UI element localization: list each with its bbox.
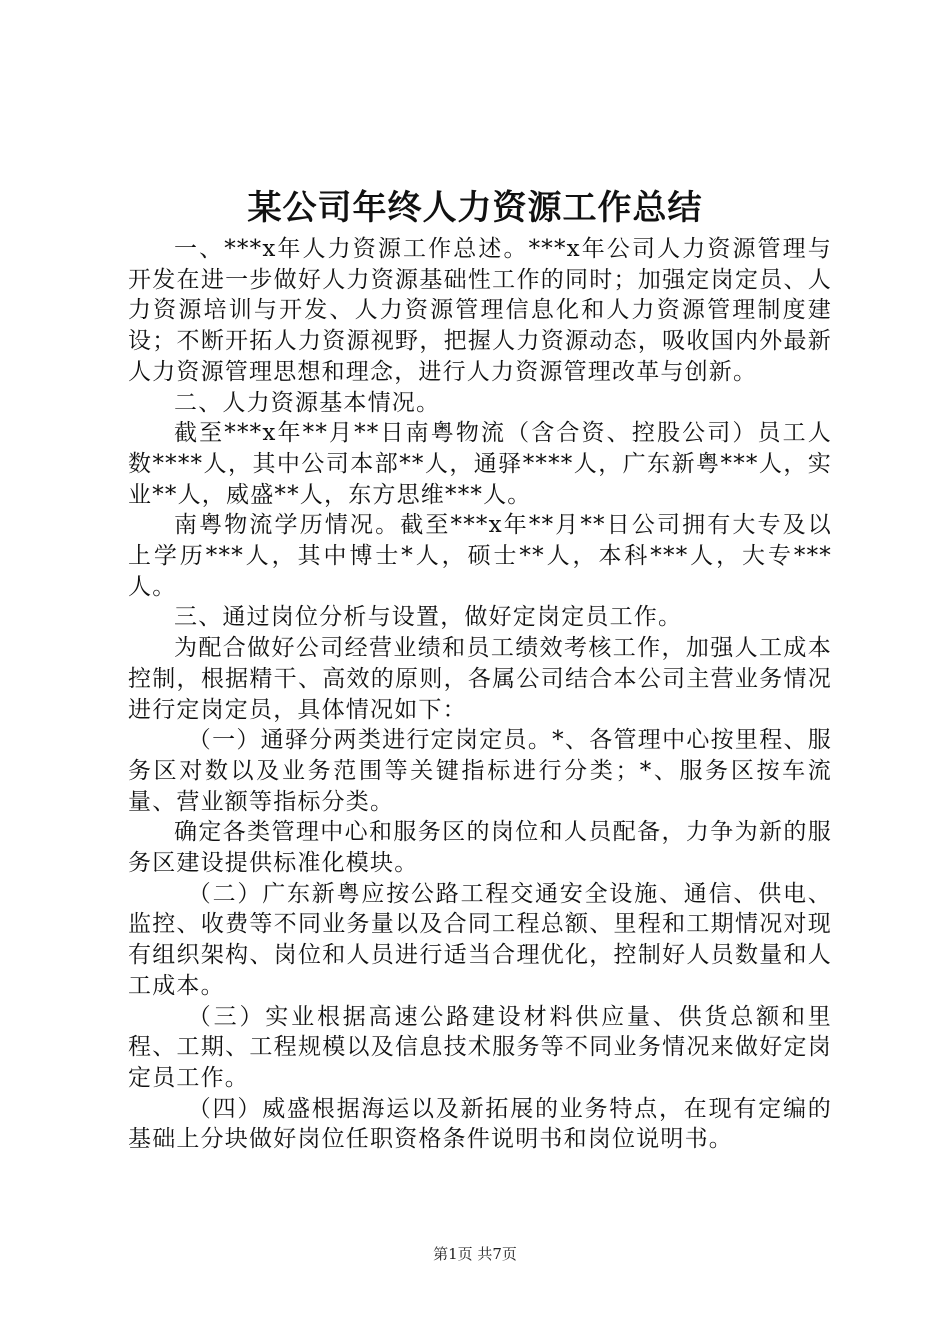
document-title: 某公司年终人力资源工作总结 — [247, 188, 703, 228]
document-body — [128, 234, 832, 1155]
paragraph-item-1: （一）通驿分两类进行定岗定员。*、各管理中心按里程、服务区对数以及业务范围等关键指标进行分类；*、服务区按车流量、营业额等指标分类。 — [128, 727, 832, 815]
paragraph-education: 南粤物流学历情况。截至***x年**月**日公司拥有大专及以上学历***人，其中博士*人，硕士**人，本科***人，大专***人。 — [128, 512, 832, 600]
paragraph-job-analysis-heading: 三、通过岗位分析与设置，做好定岗定员工作。 — [174, 604, 683, 631]
paragraph-hr-overview: 一、***x年人力资源工作总述。***x年公司人力资源管理与开发在进一步做好人力资源基础性工作的同时；加强定岗定员、人力资源培训与开发、人力资源管理信息化和人力资源管理制度建设；不断开拓人力资源视野，把握人力资源动态，吸收国内外最新人力资源管理思想和理念，进行人力资源管理改革与创新。 — [128, 236, 832, 385]
paragraph-item-3: （三）实业根据高速公路建设材料供应量、供货总额和里程、工期、工程规模以及信息技术服务等不同业务情况来做好定岗定员工作。 — [128, 1003, 832, 1091]
paragraph-item-2: （二）广东新粤应按公路工程交通安全设施、通信、供电、监控、收费等不同业务量以及合同工程总额、里程和工期情况对现有组织架构、岗位和人员进行适当合理优化，控制好人员数量和人工成本。 — [128, 880, 832, 999]
paragraph-staffing-intro: 为配合做好公司经营业绩和员工绩效考核工作，加强人工成本控制，根据精干、高效的原则，各属公司结合本公司主营业务情况进行定岗定员，具体情况如下： — [128, 635, 832, 723]
paragraph-item-4: （四）威盛根据海运以及新拓展的业务特点，在现有定编的基础上分块做好岗位任职资格条件说明书和岗位说明书。 — [128, 1095, 832, 1153]
page-footer: 第1页 共7页 — [433, 1245, 517, 1263]
paragraph-item-1-detail: 确定各类管理中心和服务区的岗位和人员配备，力争为新的服务区建设提供标准化模块。 — [128, 819, 832, 877]
paragraph-hr-basic-heading: 二、人力资源基本情况。 — [174, 389, 441, 416]
paragraph-headcount: 截至***x年**月**日南粤物流（含合资、控股公司）员工人数****人，其中公司本部**人，通驿****人，广东新粤***人，实业**人，威盛**人，东方思维***人。 — [128, 420, 832, 508]
